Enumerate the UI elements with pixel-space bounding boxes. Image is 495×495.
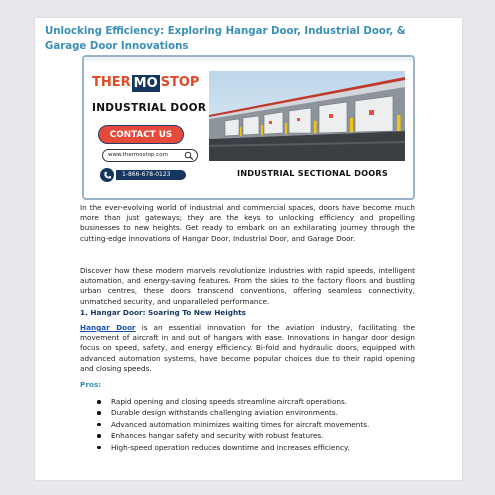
document-title: Unlocking Efficiency: Exploring Hangar Door, Industrial Door, & Garage Door Innovations [45, 26, 406, 52]
list-item: Advanced automation minimizes waiting times for aircraft movements. [97, 419, 415, 430]
contact-us-button: CONTACT US [98, 125, 184, 144]
website-text: www.thermostop.com [108, 152, 169, 158]
logo-text-part1: THER [92, 75, 131, 90]
banner-heading: INDUSTRIAL DOOR [92, 102, 207, 114]
phone-row [100, 167, 186, 183]
pros-label: Pros: [80, 380, 102, 389]
list-item: Durable design withstands challenging aviation environments. [97, 407, 415, 418]
phone-number: 1-866-678-0123 [116, 170, 186, 180]
logo-text-part2: MO [133, 75, 158, 91]
warehouse-photo [209, 71, 405, 161]
hangar-door-link[interactable]: Hangar Door [80, 323, 136, 332]
intro-paragraph: In the ever-evolving world of industrial and commercial spaces, doors have become much more than just gateways; they are the keys to unlocking efficiency and propelling businesses to new heights. Get ready to embark on an exhilarating journey through the cutting-edge innovations of Hangar Door, Industrial Door, and Garage Door. [80, 203, 415, 243]
list-item: Rapid opening and closing speeds streamline aircraft operations. [97, 396, 415, 407]
discover-paragraph: Discover how these modern marvels revolutionize industries with rapid speeds, intelligent automation, and energy-saving features. From the skies to the factory floors and bustling urban centres, these doors transcend conventions, offering seamless connectivity, unmatched security, and unparalleled performance. [80, 266, 415, 306]
website-box [102, 149, 198, 162]
list-item: Enhances hangar safety and security with robust features. [97, 430, 415, 441]
hangar-paragraph [80, 323, 415, 374]
banner-caption: INDUSTRIAL SECTIONAL DOORS [236, 168, 389, 178]
phone-icon [100, 168, 114, 182]
promo-banner [82, 55, 415, 200]
section-heading-hangar: 1. Hangar Door: Soaring To New Heights [80, 308, 246, 317]
hangar-paragraph-text: is an essential innovation for the aviation industry, facilitating the movement of aircraft in and out of hangars with ease. Innovations in hangar door design focus on speed, safety, and energy efficiency. Bi-fold and hydraulic doors, equipped with advanced automation systems, have become popular choices due to their rapid opening and closing speeds. [80, 323, 415, 373]
brand-logo [92, 73, 199, 93]
search-icon [184, 151, 194, 160]
banner-top-stripe [84, 57, 413, 61]
pros-list [97, 396, 415, 453]
list-item: High-speed operation reduces downtime and increases efficiency. [97, 442, 415, 453]
logo-text-part3: STOP [160, 75, 200, 90]
